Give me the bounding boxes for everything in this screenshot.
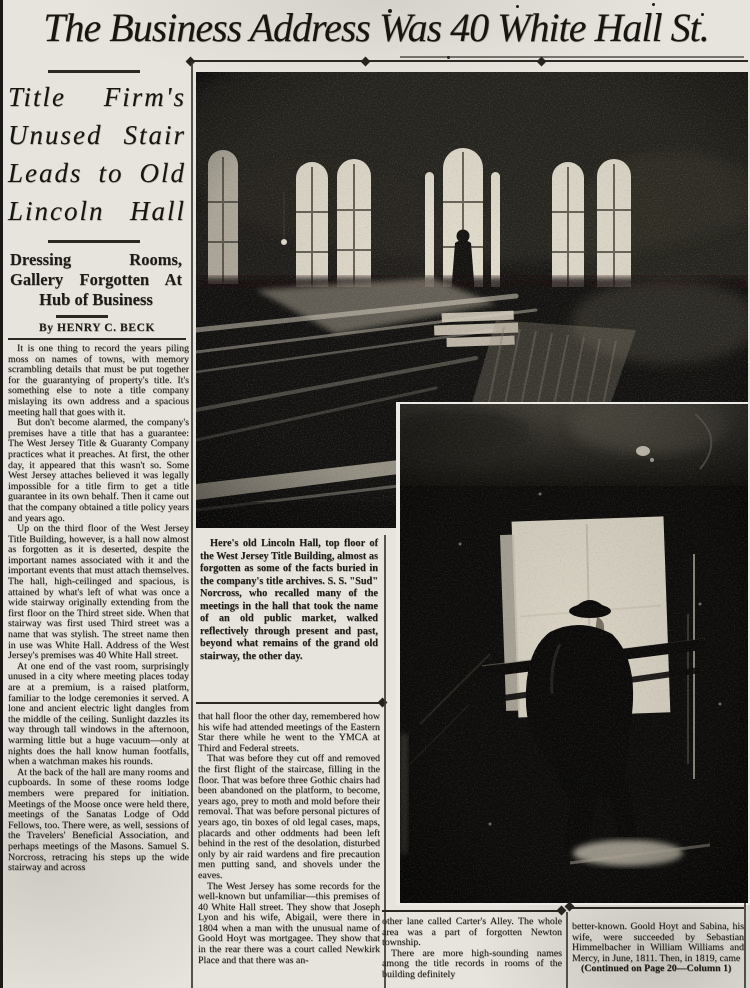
- article-headline: [8, 78, 186, 230]
- article-paragraph: That was before they cut off and removed the first flight of the staircase, filling in the floor. That was before three Gothic chairs had been abandoned on the platform, to become, years ago, prey to moth and mold before their removal. That was before personal pictures of years ago, tin boxes of old legal cases, maps, placards and other oddments had been left behind in the rest of the desolation, disturbed only by air raid wardens and fire precaution men putting sand, and shovels under the eaves.: [198, 753, 380, 881]
- diamond-ornament: [361, 57, 371, 67]
- caption-bottom-rule: [196, 702, 382, 704]
- bottom-colB-rule: [572, 907, 744, 909]
- article-column-bottom-right: [572, 922, 744, 988]
- continuation-notice: (Continued on Page 20—Column 1): [581, 963, 732, 975]
- deck-subheadline: Dressing Rooms, Gallery Forgotten At Hub of Business: [10, 250, 182, 309]
- scan-edge-artifact: [0, 0, 3, 988]
- article-column-left: [8, 344, 189, 988]
- article-paragraph: that hall floor the other day, remembered how his wife had attended meetings of the Eastern Star there while he went to the YMCA at Third and Federal streets.: [198, 712, 380, 754]
- diamond-ornament: [537, 57, 547, 67]
- headline-underline: [400, 56, 744, 58]
- article-paragraph: Up on the third floor of the West Jersey Title Building, however, is a hall now almost as forgotten as it is deserted, despite the important names associated with it and the important events that must attach themselves. The hall, high-ceilinged and spacious, is attained by what's left of what was once a wide stairway originally extending from the first floor on the Third street side. When that stairway was first used Third street was a name that was stylish. The street name then in use was White Hall. Address of the West Jersey's premises was 40 White Hall street.: [8, 523, 189, 662]
- photo-norcross-stairway: [396, 402, 750, 905]
- photo-caption: Here's old Lincoln Hall, top floor of the West Jersey Title Building, almost as forgotten as some of the facts buried in the company's title archives. S. S. "Sud" Norcross, who recalled many of the meetings in the hall that took the name of an old public market, walked reflectively through present and past, beyond what remains of the grand old stairway, the other day.: [200, 538, 378, 662]
- headline-bottom-rule: [48, 240, 140, 243]
- byline-dash: [56, 315, 108, 318]
- article-paragraph: The West Jersey has some records for the well-known but unfamiliar—this premises of 40 White Hall street. They show that Joseph Lyon and his wife, Abigail, were there in 1804 when a man with the unusual name of Goold Hoyt was mortgagee. They show that in the rear there was a court called Newkirk Place and that there was an-: [198, 880, 380, 966]
- headline-top-rule: [48, 70, 140, 73]
- column-rule: [191, 62, 193, 988]
- headline-line: Leads to Old: [8, 158, 186, 188]
- column-rule: [566, 912, 568, 988]
- article-paragraph: At one end of the vast room, surprisingly unused in a city where meeting places today are at a premium, is a raised platform, familiar to the lodge ceremonies it served. A lone and ancient electric light dangles from the middle of the ceiling. Sunlight dazzles its way through tall windows in the afternoon, warming little but a huge vacuum—only at nights does the hall know human footfalls, when a watchman makes his rounds.: [8, 660, 189, 768]
- byline: By HENRY C. BECK: [8, 322, 186, 340]
- article-paragraph: At the back of the hall are many rooms and cupboards. In some of these rooms lodge members were prepared for initiation. Meetings of the Moose once were held there, meetings of the Sanatas Lodge of Odd Fellows, too. There were, as well, sessions of the Travelers' Beneficial Association, and perhaps meetings of the Masons. Samuel S. Norcross, retracing his steps up the wide stairway and across: [8, 766, 189, 874]
- article-column-bottom-left: [382, 917, 562, 988]
- column-rule: [744, 903, 746, 988]
- article-column-middle: [198, 712, 380, 988]
- headline-line: Lincoln Hall: [8, 196, 186, 226]
- banner-headline: The Business Address Was 40 White Hall St.: [43, 5, 709, 50]
- headline-line: Title Firm's: [8, 82, 186, 112]
- top-section-rule: [190, 60, 748, 62]
- article-paragraph: better-known. Goold Hoyt and Sabina, his wife, were succeeded by Sebastian Himmelbacher in William Williams and Mercy, in June, 1811. Then, in 1819, came: [572, 922, 744, 964]
- article-paragraph: other lane called Carter's Alley. The whole area was a part of forgotten Newton township.: [382, 917, 562, 949]
- headline-line: Unused Stair: [8, 120, 186, 150]
- bottom-colA-rule: [382, 910, 564, 912]
- article-paragraph: But don't become alarmed, the company's premises have a title that has a guarantee: The West Jersey Title & Guaranty Company practices what it preaches. At first, the other day, it appeared that this wasn't so. Some West Jersey attaches believed it was legally impossible for a title firm to get a title guarantee in its own behalf. Then it came out that the company obtained a title policy years and years ago.: [8, 417, 189, 524]
- article-paragraph: There are more high-sounding names among the title records in rooms of the building definitely: [382, 947, 562, 980]
- article-paragraph: It is one thing to record the years piling moss on names of towns, with memory scrambling details that must be put together for the guarantying of property's title. It's something else to note a title company mislaying its own address and a spacious meeting hall that goes with it.: [8, 344, 189, 418]
